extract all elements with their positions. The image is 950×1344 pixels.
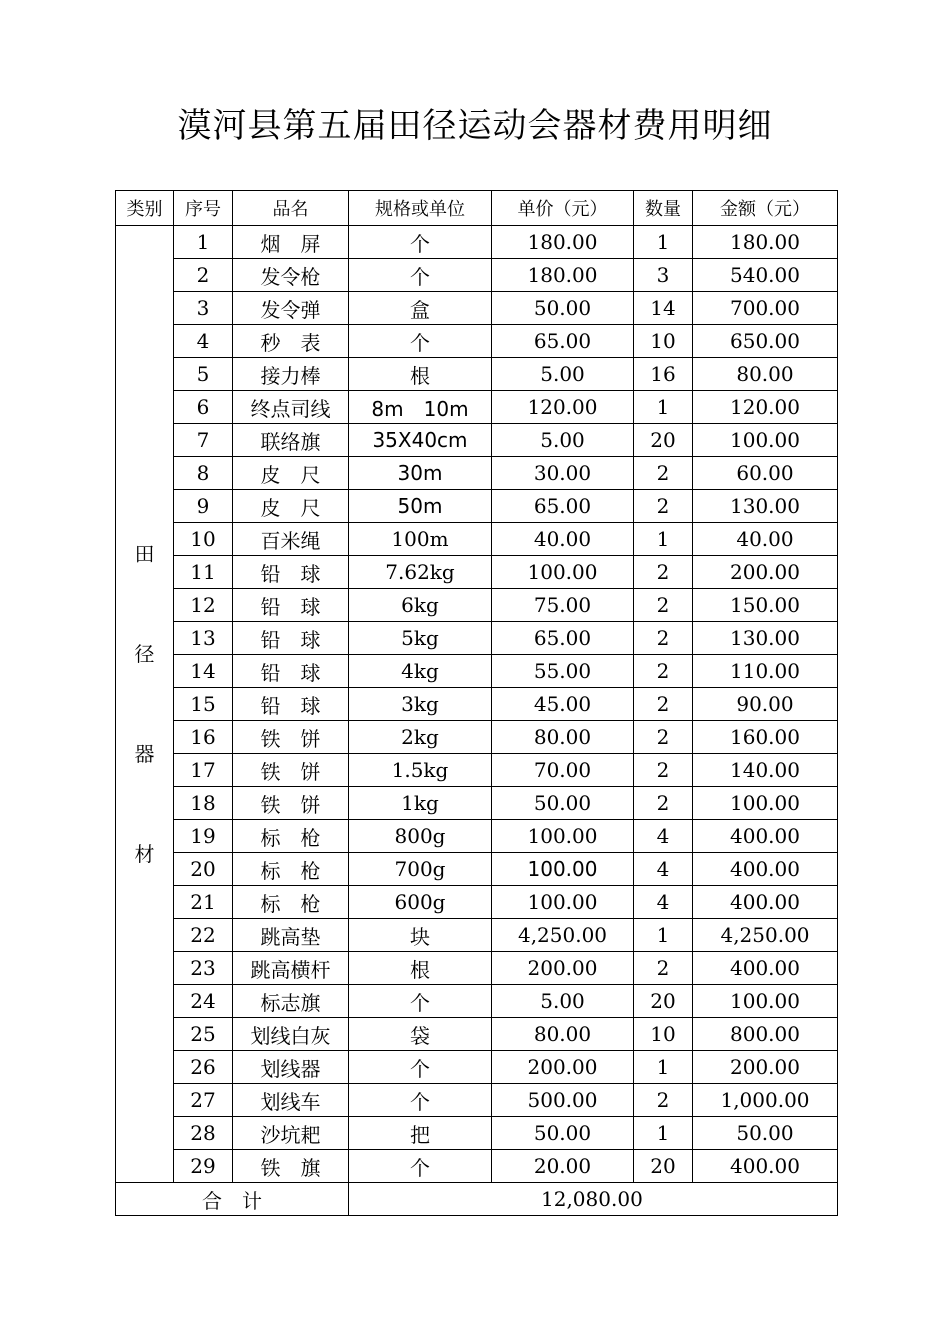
item-spec: 袋 [349,1018,492,1051]
unit-price: 5.00 [492,358,634,391]
amount: 400.00 [693,952,838,985]
item-spec: 7.62kg [349,556,492,589]
quantity: 2 [634,952,693,985]
table-row [116,622,838,655]
table-row [116,556,838,589]
quantity: 3 [634,259,693,292]
unit-price: 180.00 [492,259,634,292]
item-name: 烟 屏 [233,226,349,259]
amount: 100.00 [693,787,838,820]
quantity: 4 [634,820,693,853]
amount: 120.00 [693,391,838,424]
unit-price: 200.00 [492,1051,634,1084]
amount: 40.00 [693,523,838,556]
row-number: 7 [174,424,233,457]
header-amount: 金额（元） [693,191,838,226]
quantity: 2 [634,754,693,787]
unit-price: 4,250.00 [492,919,634,952]
table-row [116,523,838,556]
item-name: 铁 饼 [233,721,349,754]
item-spec: 800g [349,820,492,853]
amount: 60.00 [693,457,838,490]
row-number: 11 [174,556,233,589]
row-number: 2 [174,259,233,292]
total-label: 合 计 [116,1183,349,1216]
category-cell [116,226,174,1183]
item-spec: 1kg [349,787,492,820]
amount: 50.00 [693,1117,838,1150]
amount: 200.00 [693,1051,838,1084]
row-number: 12 [174,589,233,622]
item-spec: 个 [349,325,492,358]
amount: 400.00 [693,1150,838,1183]
quantity: 20 [634,985,693,1018]
table-row [116,853,838,886]
quantity: 1 [634,226,693,259]
category-char: 器 [134,742,155,766]
table-row [116,226,838,259]
amount: 130.00 [693,622,838,655]
unit-price: 50.00 [492,787,634,820]
row-number: 4 [174,325,233,358]
table-row [116,325,838,358]
unit-price: 100.00 [492,556,634,589]
item-spec: 根 [349,358,492,391]
row-number: 8 [174,457,233,490]
amount: 100.00 [693,985,838,1018]
unit-price: 80.00 [492,721,634,754]
table-row [116,754,838,787]
item-spec: 2kg [349,721,492,754]
table-row [116,1051,838,1084]
quantity: 20 [634,1150,693,1183]
quantity: 10 [634,1018,693,1051]
row-number: 15 [174,688,233,721]
category-char: 径 [134,642,155,666]
amount: 800.00 [693,1018,838,1051]
item-spec: 100m [349,523,492,556]
row-number: 29 [174,1150,233,1183]
item-name: 铅 球 [233,556,349,589]
amount: 400.00 [693,820,838,853]
item-spec: 块 [349,919,492,952]
unit-price: 200.00 [492,952,634,985]
table-row [116,688,838,721]
table-row [116,787,838,820]
quantity: 14 [634,292,693,325]
table-row [116,391,838,424]
header-unit-price: 单价（元） [492,191,634,226]
quantity: 10 [634,325,693,358]
quantity: 1 [634,391,693,424]
unit-price: 5.00 [492,985,634,1018]
item-name: 划线车 [233,1084,349,1117]
table-row [116,1084,838,1117]
header-spec: 规格或单位 [349,191,492,226]
row-number: 28 [174,1117,233,1150]
quantity: 2 [634,1084,693,1117]
table-row [116,655,838,688]
item-name: 跳高横杆 [233,952,349,985]
item-name: 终点司线 [233,391,349,424]
category-char: 材 [134,842,155,866]
unit-price: 65.00 [492,325,634,358]
item-name: 划线白灰 [233,1018,349,1051]
unit-price: 5.00 [492,424,634,457]
quantity: 4 [634,886,693,919]
row-number: 6 [174,391,233,424]
unit-price: 40.00 [492,523,634,556]
row-number: 25 [174,1018,233,1051]
item-name: 发令弹 [233,292,349,325]
item-name: 标 枪 [233,820,349,853]
quantity: 20 [634,424,693,457]
item-spec: 600g [349,886,492,919]
unit-price: 20.00 [492,1150,634,1183]
item-name: 铅 球 [233,688,349,721]
row-number: 10 [174,523,233,556]
table-row [116,490,838,523]
item-name: 铁 旗 [233,1150,349,1183]
item-name: 发令枪 [233,259,349,292]
row-number: 9 [174,490,233,523]
table-body [116,226,838,1183]
amount: 700.00 [693,292,838,325]
item-spec: 个 [349,226,492,259]
item-name: 皮 尺 [233,490,349,523]
table-row [116,886,838,919]
row-number: 26 [174,1051,233,1084]
table-row [116,1150,838,1183]
total-value: 12,080.00 [349,1183,838,1216]
row-number: 22 [174,919,233,952]
unit-price: 30.00 [492,457,634,490]
item-name: 沙坑耙 [233,1117,349,1150]
header-quantity: 数量 [634,191,693,226]
row-number: 21 [174,886,233,919]
amount: 90.00 [693,688,838,721]
quantity: 2 [634,721,693,754]
total-row [116,1183,838,1216]
header-category: 类别 [116,191,174,226]
unit-price: 100.00 [492,886,634,919]
amount: 140.00 [693,754,838,787]
table-row [116,589,838,622]
amount: 540.00 [693,259,838,292]
unit-price: 65.00 [492,490,634,523]
quantity: 2 [634,556,693,589]
unit-price: 50.00 [492,1117,634,1150]
unit-price: 500.00 [492,1084,634,1117]
item-name: 接力棒 [233,358,349,391]
row-number: 18 [174,787,233,820]
unit-price: 75.00 [492,589,634,622]
amount: 400.00 [693,853,838,886]
item-spec: 个 [349,985,492,1018]
item-name: 皮 尺 [233,457,349,490]
quantity: 2 [634,688,693,721]
row-number: 16 [174,721,233,754]
quantity: 1 [634,919,693,952]
item-name: 铅 球 [233,655,349,688]
unit-price: 45.00 [492,688,634,721]
amount: 1,000.00 [693,1084,838,1117]
item-spec: 盒 [349,292,492,325]
row-number: 20 [174,853,233,886]
item-spec: 根 [349,952,492,985]
unit-price: 65.00 [492,622,634,655]
table-row [116,952,838,985]
table-row [116,358,838,391]
table-row [116,985,838,1018]
item-name: 铁 饼 [233,754,349,787]
unit-price: 100.00 [492,853,634,886]
item-spec: 50m [349,490,492,523]
item-spec: 把 [349,1117,492,1150]
amount: 650.00 [693,325,838,358]
item-spec: 4kg [349,655,492,688]
item-spec: 700g [349,853,492,886]
item-name: 标 枪 [233,853,349,886]
amount: 150.00 [693,589,838,622]
row-number: 13 [174,622,233,655]
quantity: 4 [634,853,693,886]
amount: 160.00 [693,721,838,754]
header-number: 序号 [174,191,233,226]
table-row [116,1018,838,1051]
item-name: 百米绳 [233,523,349,556]
unit-price: 55.00 [492,655,634,688]
amount: 4,250.00 [693,919,838,952]
category-char: 田 [134,542,155,566]
table-row [116,292,838,325]
unit-price: 50.00 [492,292,634,325]
row-number: 19 [174,820,233,853]
table-row [116,919,838,952]
item-spec: 6kg [349,589,492,622]
item-name: 铁 饼 [233,787,349,820]
quantity: 2 [634,622,693,655]
quantity: 2 [634,655,693,688]
unit-price: 180.00 [492,226,634,259]
amount: 110.00 [693,655,838,688]
amount: 400.00 [693,886,838,919]
row-number: 1 [174,226,233,259]
item-spec: 1.5kg [349,754,492,787]
row-number: 17 [174,754,233,787]
unit-price: 100.00 [492,820,634,853]
item-spec: 8m 10m [349,391,492,424]
table-row [116,820,838,853]
table-row [116,1117,838,1150]
amount: 180.00 [693,226,838,259]
item-name: 铅 球 [233,589,349,622]
quantity: 1 [634,1051,693,1084]
row-number: 27 [174,1084,233,1117]
unit-price: 80.00 [492,1018,634,1051]
quantity: 16 [634,358,693,391]
page-title: 漠河县第五届田径运动会器材费用明细 [177,106,773,146]
item-name: 秒 表 [233,325,349,358]
item-spec: 个 [349,1051,492,1084]
row-number: 3 [174,292,233,325]
item-spec: 3kg [349,688,492,721]
header-name: 品名 [233,191,349,226]
item-spec: 30m [349,457,492,490]
item-name: 联络旗 [233,424,349,457]
unit-price: 70.00 [492,754,634,787]
amount: 200.00 [693,556,838,589]
table-row [116,457,838,490]
item-spec: 5kg [349,622,492,655]
item-spec: 个 [349,1150,492,1183]
expense-table [115,190,838,1216]
item-spec: 个 [349,1084,492,1117]
table-row [116,721,838,754]
item-name: 划线器 [233,1051,349,1084]
table-row [116,259,838,292]
quantity: 2 [634,490,693,523]
item-spec: 35X40cm [349,424,492,457]
quantity: 2 [634,787,693,820]
row-number: 5 [174,358,233,391]
table-header-row [116,191,838,226]
quantity: 1 [634,523,693,556]
item-spec: 个 [349,259,492,292]
item-name: 标志旗 [233,985,349,1018]
unit-price: 120.00 [492,391,634,424]
row-number: 23 [174,952,233,985]
item-name: 铅 球 [233,622,349,655]
item-name: 标 枪 [233,886,349,919]
table-row [116,424,838,457]
amount: 100.00 [693,424,838,457]
amount: 80.00 [693,358,838,391]
row-number: 24 [174,985,233,1018]
amount: 130.00 [693,490,838,523]
item-name: 跳高垫 [233,919,349,952]
quantity: 2 [634,589,693,622]
quantity: 2 [634,457,693,490]
row-number: 14 [174,655,233,688]
quantity: 1 [634,1117,693,1150]
